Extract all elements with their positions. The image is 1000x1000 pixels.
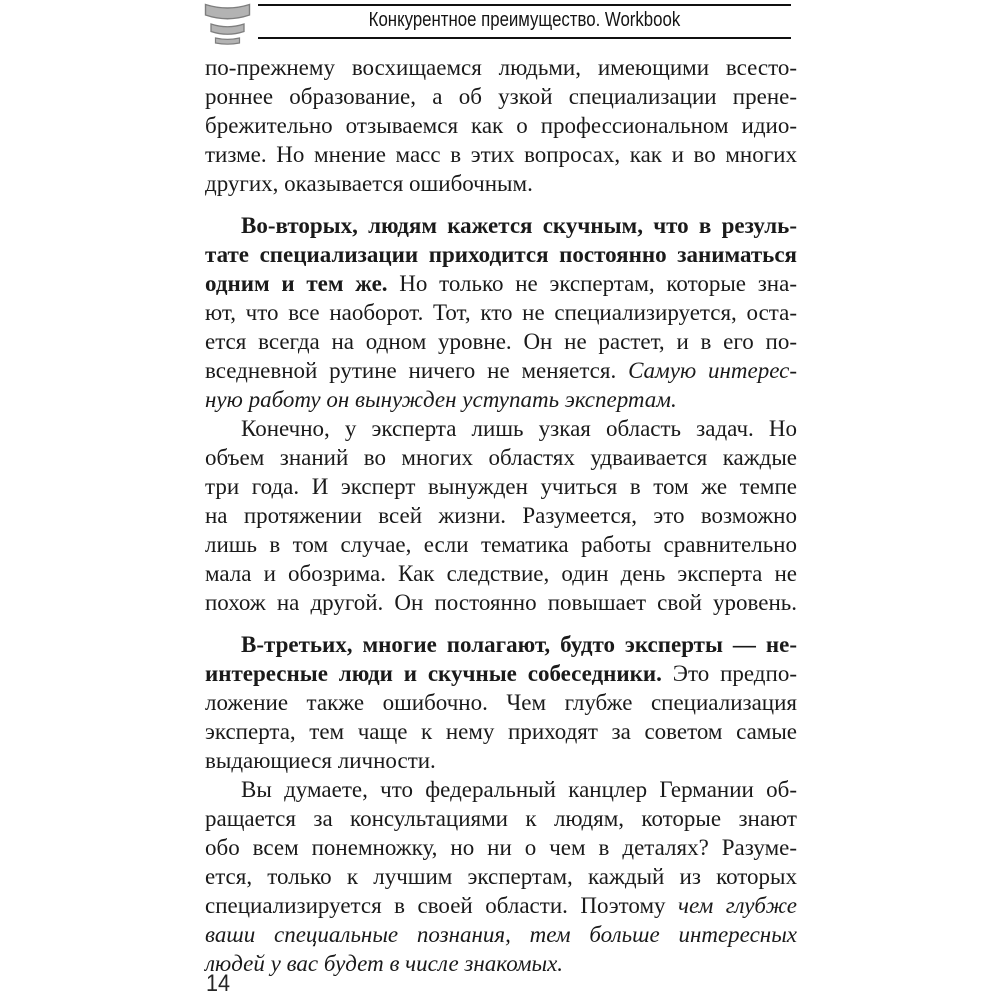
running-header	[258, 0, 791, 44]
text-segment-regular: мала и обозрима. Как следствие, один день эксперта не	[205, 561, 797, 586]
text-segment-bold: одним и тем же.	[205, 271, 388, 296]
text-line	[205, 240, 797, 269]
text-line	[205, 111, 797, 140]
text-segment-bold: интересные люди и скучные собеседники.	[205, 661, 662, 686]
text-segment-regular: ращается за консультациями к людям, которые знают	[205, 806, 797, 831]
paragraph	[205, 53, 797, 198]
text-line	[205, 588, 797, 617]
text-line	[205, 717, 797, 746]
text-line	[205, 559, 797, 588]
text-segment-regular: специализируется в своей области. Поэтому	[205, 893, 679, 918]
text-segment-regular: брежительно отзываемся как о профессиональном идио-	[205, 113, 797, 138]
text-line	[205, 356, 797, 385]
running-header-title-text: Конкурентное преимущество. Workbook	[368, 9, 681, 31]
publisher-logo-icon	[204, 3, 251, 46]
text-segment-italic: чем глубже	[678, 893, 797, 918]
text-segment-regular: Это предпо-	[661, 661, 797, 686]
text-segment-regular: ется, только к лучшим экспертам, каждый из которых	[205, 864, 797, 889]
text-segment-regular: роннее образование, а об узкой специализации прене-	[205, 84, 797, 109]
paragraph	[205, 414, 797, 617]
text-segment-regular: Конечно, у эксперта лишь узкая область задач. Но	[241, 416, 797, 441]
text-line	[205, 862, 797, 891]
text-segment-regular: других, оказывается ошибочным.	[205, 171, 533, 196]
text-segment-regular: ется всегда на одном уровне. Он не растет, и в его по-	[205, 329, 797, 354]
paragraph	[205, 775, 797, 978]
paragraph	[205, 630, 797, 775]
text-segment-regular: выдающиеся личности.	[205, 748, 436, 773]
text-line	[205, 298, 797, 327]
text-segment-bold: В-третьих, многие полагают, будто эксперты — не-	[241, 632, 797, 657]
text-line	[205, 920, 797, 949]
text-line	[205, 949, 797, 978]
text-segment-regular: Вы думаете, что федеральный канцлер Германии об-	[241, 777, 797, 802]
running-header-title	[258, 4, 791, 37]
text-line	[205, 804, 797, 833]
text-line	[205, 891, 797, 920]
body-text	[205, 44, 797, 978]
text-line	[205, 327, 797, 356]
header-rule-bottom	[258, 37, 791, 39]
text-line	[205, 688, 797, 717]
text-segment-regular: ложение также ошибочно. Чем глубже специализация	[205, 690, 797, 715]
text-line	[205, 385, 797, 414]
text-segment-regular: по-прежнему восхищаемся людьми, имеющими всесто-	[205, 55, 797, 80]
text-segment-regular: вседневной рутине ничего не меняется.	[205, 358, 629, 383]
text-line	[205, 659, 797, 688]
text-segment-regular: Но только не экспертам, которые зна-	[387, 271, 797, 296]
text-line	[205, 472, 797, 501]
text-line	[205, 443, 797, 472]
text-line	[205, 630, 797, 659]
page-number: 14	[206, 970, 231, 997]
text-line	[205, 82, 797, 111]
text-line	[205, 530, 797, 559]
text-segment-bold: Во-вторых, людям кажется скучным, что в резуль-	[241, 213, 797, 238]
text-line	[205, 211, 797, 240]
text-segment-regular: обо всем понемножку, но ни о чем в деталях? Разуме-	[205, 835, 797, 860]
text-segment-italic: Самую интерес-	[628, 358, 797, 383]
text-segment-regular: ют, что все наоборот. Тот, кто не специализируется, оста-	[205, 300, 797, 325]
text-line	[205, 53, 797, 82]
text-segment-bold: тате специализации приходится постоянно заниматься	[205, 242, 797, 267]
text-segment-regular: тизме. Но мнение масс в этих вопросах, как и во многих	[205, 142, 797, 167]
paragraph	[205, 211, 797, 414]
text-segment-italic: ную работу он вынужден уступать экспертам.	[205, 387, 677, 412]
text-line	[205, 140, 797, 169]
text-line	[205, 169, 797, 198]
text-line	[205, 414, 797, 443]
text-line	[205, 775, 797, 804]
text-segment-regular: объем знаний во многих областях удваивается каждые	[205, 445, 797, 470]
text-segment-italic: ваши специальные познания, тем больше интересных	[205, 922, 797, 947]
text-segment-regular: на протяжении всей жизни. Разумеется, это возможно	[205, 503, 797, 528]
text-segment-regular: лишь в том случае, если тематика работы сравнительно	[205, 532, 797, 557]
text-segment-regular: три года. И эксперт вынужден учиться в том же темпе	[205, 474, 797, 499]
text-line	[205, 501, 797, 530]
text-segment-italic: людей у вас будет в числе знакомых.	[205, 951, 564, 976]
text-segment-regular: эксперта, тем чаще к нему приходят за советом самые	[205, 719, 797, 744]
text-line	[205, 269, 797, 298]
text-line	[205, 746, 797, 775]
text-segment-regular: похож на другой. Он постоянно повышает свой уровень.	[205, 590, 797, 615]
text-line	[205, 833, 797, 862]
